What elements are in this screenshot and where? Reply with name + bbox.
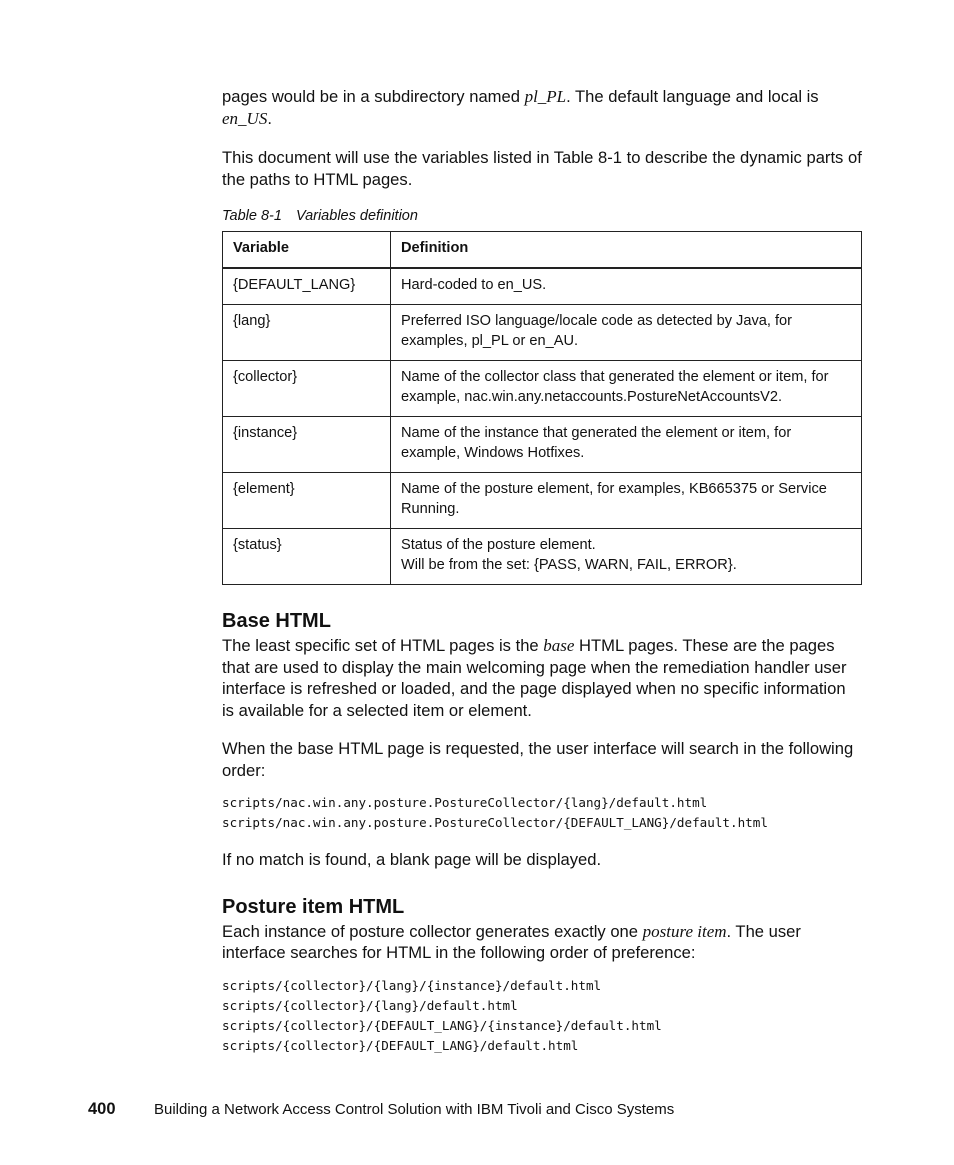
section-heading-base-html: Base HTML — [222, 610, 331, 632]
cell-definition: Preferred ISO language/locale code as detected by Java, for examples, pl_PL or en_AU. — [391, 305, 862, 361]
header-definition: Definition — [391, 232, 862, 268]
code-block-posture-item — [222, 976, 862, 1056]
cell-variable: {lang} — [223, 305, 391, 361]
cell-variable: {collector} — [223, 361, 391, 417]
italic-term: pl_PL — [524, 87, 567, 106]
cell-variable: {element} — [223, 473, 391, 529]
posture-item-paragraph-1 — [222, 921, 862, 964]
italic-term: posture item — [642, 921, 727, 941]
code-line: scripts/{collector}/{DEFAULT_LANG}/{instance}/default.html — [222, 1017, 662, 1033]
page-footer — [88, 1099, 868, 1120]
code-line: scripts/{collector}/{DEFAULT_LANG}/default.html — [222, 1037, 579, 1053]
cell-definition: Hard-coded to en_US. — [391, 268, 862, 305]
text-run: . — [267, 108, 272, 128]
table-header-row — [223, 232, 862, 268]
text-run: HTML pages. These are the pages that are used to display the main welcoming page when the remediation handler user interface is refreshed or loaded, and the page displayed when no specific information is available for a selected item or element. — [222, 636, 847, 720]
text-run: Each instance of posture collector generates exactly one — [222, 921, 643, 941]
base-html-paragraph-3: If no match is found, a blank page will be displayed. — [222, 850, 602, 869]
code-block-base-html — [222, 793, 862, 833]
page-number: 400 — [88, 1100, 116, 1118]
text-run: The least specific set of HTML pages is the — [222, 636, 544, 655]
table-row — [223, 417, 862, 473]
base-html-paragraph-2: When the base HTML page is requested, the user interface will search in the following order: — [222, 739, 854, 780]
cell-definition: Name of the collector class that generated the element or item, for example, nac.win.any.netaccounts.PostureNetAccountsV2. — [391, 361, 862, 417]
text-run: . The user interface searches for HTML in the following order of preference: — [222, 921, 801, 962]
table-row — [223, 305, 862, 361]
table-caption — [222, 207, 862, 225]
code-line: scripts/nac.win.any.posture.PostureCollector/{DEFAULT_LANG}/default.html — [222, 815, 768, 830]
definition-line: Will be from the set: {PASS, WARN, FAIL, ERROR}. — [401, 556, 737, 573]
base-html-paragraph-1 — [222, 635, 862, 721]
table-row — [223, 268, 862, 305]
definition-line: Status of the posture element. — [401, 537, 596, 553]
table-caption-number: Table 8-1 — [222, 208, 282, 224]
italic-term: base — [543, 636, 575, 655]
cell-variable: {DEFAULT_LANG} — [223, 268, 391, 305]
cell-variable: {instance} — [223, 417, 391, 473]
cell-definition: Name of the posture element, for examples, KB665375 or Service Running. — [391, 473, 862, 529]
book-title: Building a Network Access Control Solution with IBM Tivoli and Cisco Systems — [154, 1101, 675, 1118]
table-row — [223, 473, 862, 529]
code-line: scripts/{collector}/{lang}/{instance}/default.html — [222, 977, 602, 993]
cell-definition: Name of the instance that generated the element or item, for example, Windows Hotfixes. — [391, 417, 862, 473]
cell-variable: {status} — [223, 529, 391, 585]
code-line: scripts/{collector}/{lang}/default.html — [222, 997, 518, 1013]
code-line: scripts/nac.win.any.posture.PostureCollector/{lang}/default.html — [222, 795, 708, 810]
text-run: pages would be in a subdirectory named — [222, 87, 525, 106]
table-row — [223, 529, 862, 585]
cell-definition — [391, 529, 862, 585]
intro-paragraph-1 — [222, 86, 862, 129]
section-heading-posture-item-html: Posture item HTML — [222, 895, 405, 918]
italic-term: en_US — [222, 108, 268, 128]
table-row — [223, 361, 862, 417]
intro-paragraph-2: This document will use the variables listed in Table 8-1 to describe the dynamic parts of the paths to HTML pages. — [222, 148, 862, 189]
variables-table — [222, 231, 862, 585]
header-variable: Variable — [223, 232, 391, 268]
page-content — [222, 86, 862, 1056]
table-caption-title: Variables definition — [295, 208, 418, 224]
text-run: . The default language and local is — [566, 87, 819, 106]
